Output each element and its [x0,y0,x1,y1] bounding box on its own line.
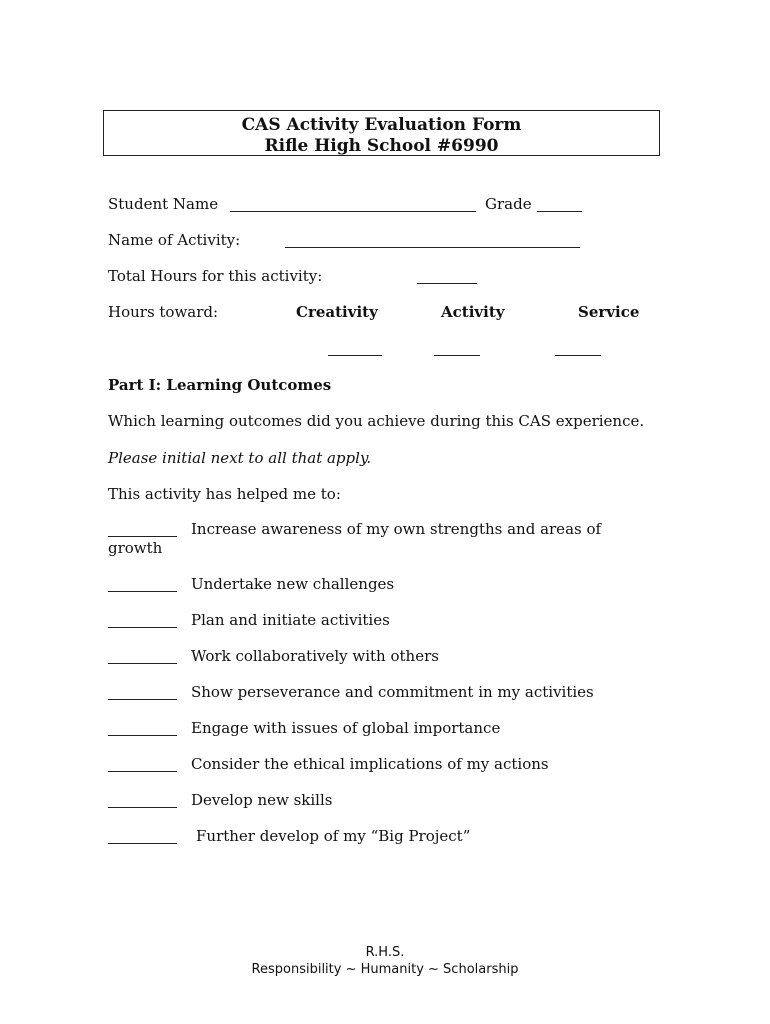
student-name-label: Student Name [108,195,219,213]
creativity-hours-field[interactable] [328,355,382,356]
outcome-text: Develop new skills [191,791,333,809]
part1-intro: This activity has helped me to: [108,485,341,503]
part1-heading: Part I: Learning Outcomes [108,376,332,394]
activity-name-field[interactable] [285,247,580,248]
category-service: Service [578,303,640,321]
outcome-initial-field[interactable] [108,771,177,772]
outcome-text: Show perseverance and commitment in my activities [191,683,594,701]
school-name: Rifle High School #6990 [264,136,499,156]
grade-field[interactable] [537,211,582,212]
outcome-text: Undertake new challenges [191,575,395,593]
category-activity: Activity [441,303,505,321]
outcome-text: Consider the ethical implications of my actions [191,755,549,773]
outcome-text: Engage with issues of global importance [191,719,501,737]
footer-motto: Responsibility ~ Humanity ~ Scholarship [251,962,519,977]
part1-question: Which learning outcomes did you achieve during this CAS experience. [108,412,645,430]
outcome-text: Work collaboratively with others [191,647,439,665]
outcome-initial-field[interactable] [108,591,177,592]
outcome-initial-field[interactable] [108,843,177,844]
outcome-text: Further develop of my “Big Project” [196,827,471,845]
part1-instruction: Please initial next to all that apply. [108,449,372,467]
outcome-initial-field[interactable] [108,699,177,700]
student-name-field[interactable] [230,211,476,212]
outcome-text: Plan and initiate activities [191,611,390,629]
total-hours-label: Total Hours for this activity: [108,267,323,285]
activity-hours-field[interactable] [434,355,480,356]
hours-toward-label: Hours toward: [108,303,219,321]
activity-name-label: Name of Activity: [108,231,241,249]
outcome-initial-field[interactable] [108,807,177,808]
outcome-initial-field[interactable] [108,663,177,664]
service-hours-field[interactable] [555,355,601,356]
grade-label: Grade [485,195,532,213]
total-hours-field[interactable] [417,283,477,284]
category-creativity: Creativity [296,303,378,321]
footer-initials: R.H.S. [365,945,405,960]
outcome-text-continuation: growth [108,539,163,557]
form-title: CAS Activity Evaluation Form [241,115,522,135]
outcome-initial-field[interactable] [108,536,177,537]
outcome-initial-field[interactable] [108,627,177,628]
outcome-text: Increase awareness of my own strengths and areas of [191,520,602,538]
form-title-box [103,110,660,156]
outcome-initial-field[interactable] [108,735,177,736]
